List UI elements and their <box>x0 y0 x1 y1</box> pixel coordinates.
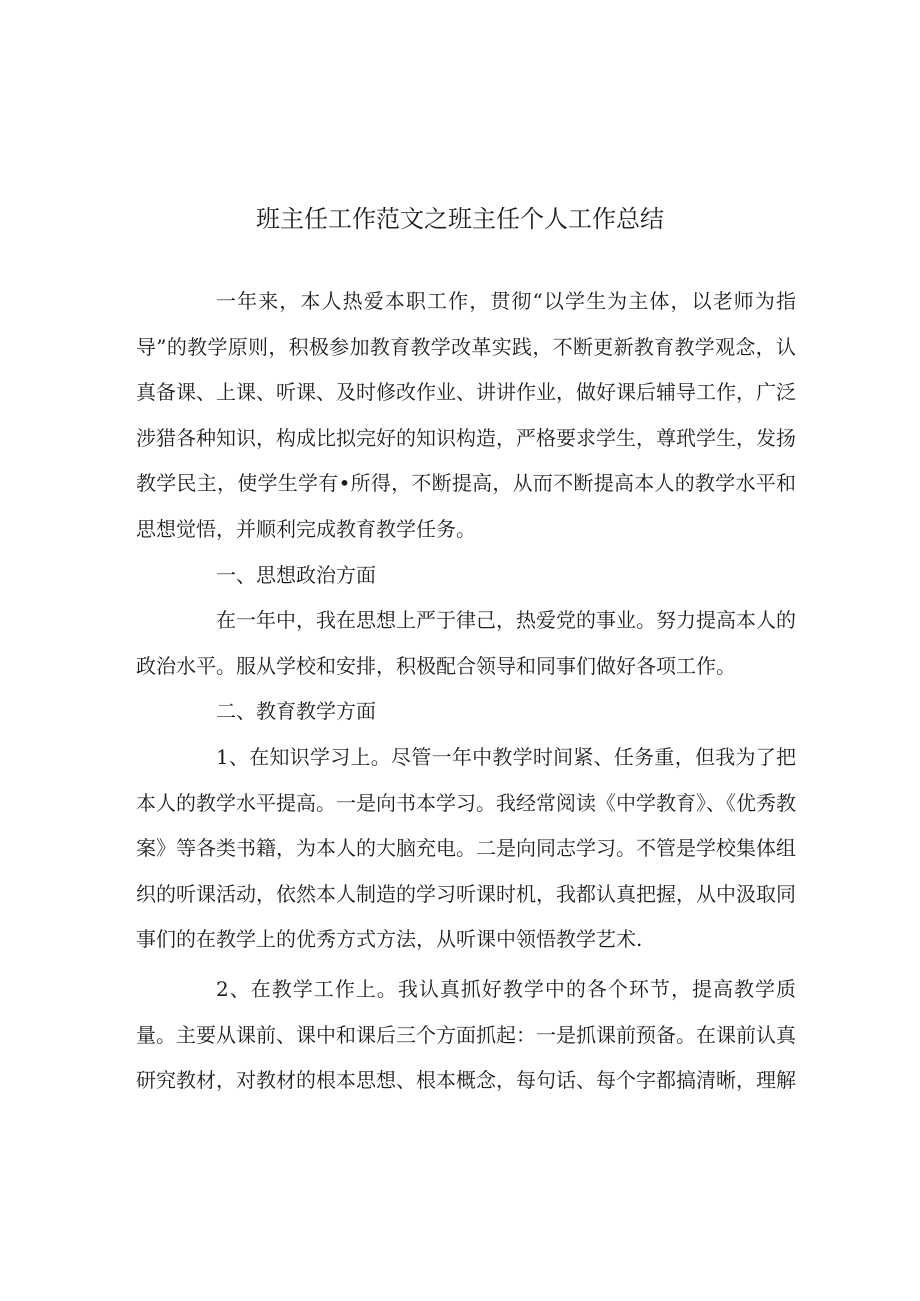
section-heading-ideology: 一、思想政治方面 <box>216 562 376 587</box>
teaching-work-paragraph: 2、在教学工作上。我认真抓好教学中的各个环节，提高教学质量。主要从课前、课中和课后三个方面抓起：一是抓课前预备。在课前认真研究教材，对教材的根本思想、根本概念，每句话、每个字都搞清晰，理解 <box>136 976 796 1093</box>
intro-paragraph: 一年来，本人热爱本职工作，贯彻“以学生为主体，以老师为指导”的教学原则，积极参加教育教学改革实践，不断更新教育教学观念，认真备课、上课、听课、及时修改作业、讲讲作业，做好课后辅导工作，广泛涉猎各种知识，构成比拟完好的知识构造，严格要求学生，尊玳学生，发扬教学民主，使学生学有•所得，不断提高，从而不断提高本人的教学水平和思想觉悟，并顺利完成教育教学任务。 <box>136 289 796 541</box>
knowledge-learning-paragraph: 1、在知识学习上。尽管一年中教学时间紧、任务重，但我为了把本人的教学水平提高。一是向书本学习。我经常阅读《中学教育》、《优秀教案》等各类书籍，为本人的大脑充电。二是向同志学习。不管是学校集体组织的听课活动，依然本人制造的学习听课时机，我都认真把握，从中汲取同事们的在教学上的优秀方式方法，从听课中领悟教学艺术. <box>136 744 796 952</box>
section-heading-teaching: 二、教育教学方面 <box>216 699 376 724</box>
ideology-paragraph: 在一年中，我在思想上严于律己，热爱党的事业。努力提高本人的政治水平。服从学校和安排，积极配合领导和同事们做好各项工作。 <box>136 608 796 678</box>
document-body <box>136 279 796 1104</box>
document-title: 班主任工作范文之班主任个人工作总结 <box>256 205 664 233</box>
